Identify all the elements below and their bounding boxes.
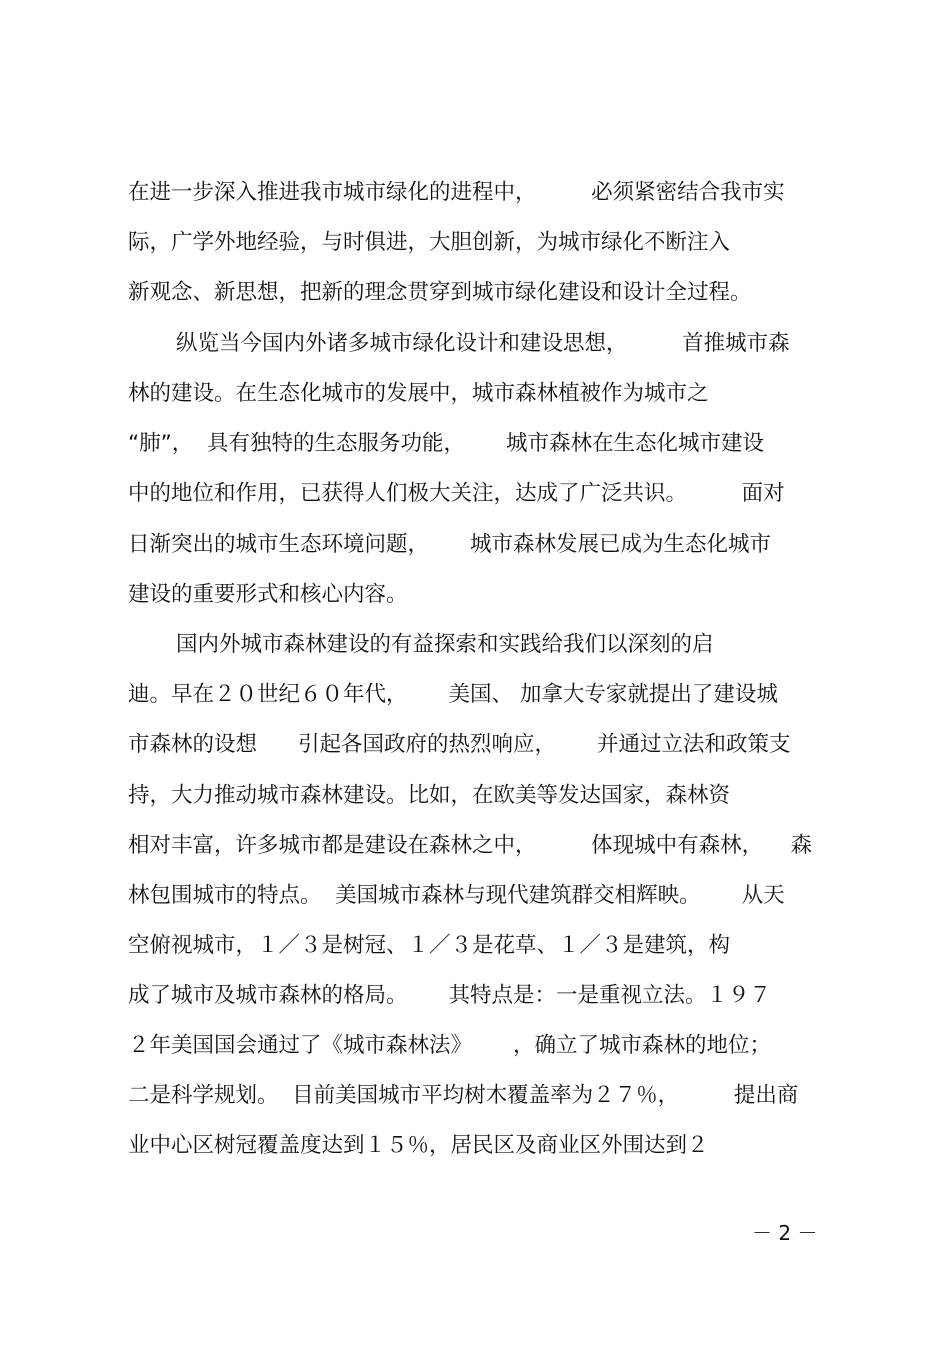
text-line: 业中心区树冠覆盖度达到１５％，居民区及商业区外围达到２ [128,1133,709,1158]
text-line: ２年美国国会通过了《城市森林法》 ，确立了城市森林的地位； [128,1033,772,1058]
text-line: 相对丰富，许多城市都是建设在森林之中， 体现城中有森林， 森 [128,833,813,858]
text-line: 在进一步深入推进我市城市绿化的进程中， 必须紧密结合我市实 [128,180,785,205]
text-line: 日渐突出的城市生态环境问题， 城市森林发展已成为生态化城市 [128,532,772,557]
text-line: 中的地位和作用，已获得人们极大关注，达成了广泛共识。 面对 [128,481,785,506]
text-line: 国内外城市森林建设的有益探索和实践给我们以深刻的启 [176,632,714,657]
text-line: 迪。早在２０世纪６０年代， 美国、 加拿大专家就提出了建设城 [128,682,778,707]
text-line: 空俯视城市，１／３是树冠、１／３是花草、１／３是建筑，构 [128,933,731,958]
text-line: 成了城市及城市森林的格局。 其特点是：一是重视立法。１９７ [128,983,772,1008]
text-line: 建设的重要形式和核心内容。 [128,582,408,607]
text-line: “肺”， 具有独特的生态服务功能， 城市森林在生态化城市建设 [128,431,764,456]
text-line: 际，广学外地经验，与时俱进，大胆创新，为城市绿化不断注入 [128,230,731,255]
page-number: － 2 － [752,1221,818,1245]
text-line: 林的建设。在生态化城市的发展中，城市森林植被作为城市之 [128,381,709,406]
text-line: 持，大力推动城市森林建设。比如，在欧美等发达国家，森林资 [128,783,731,808]
text-line: 林包围城市的特点。 美国城市森林与现代建筑群交相辉映。 从天 [128,883,785,908]
text-line: 新观念、新思想，把新的理念贯穿到城市绿化建设和设计全过程。 [128,280,752,305]
text-line: 纵览当今国内外诸多城市绿化设计和建设思想， 首推城市森 [176,331,790,356]
text-line: 市森林的设想 引起各国政府的热烈响应， 并通过立法和政策支 [128,732,791,757]
text-line: 二是科学规划。 目前美国城市平均树木覆盖率为２７％， 提出商 [128,1083,799,1108]
